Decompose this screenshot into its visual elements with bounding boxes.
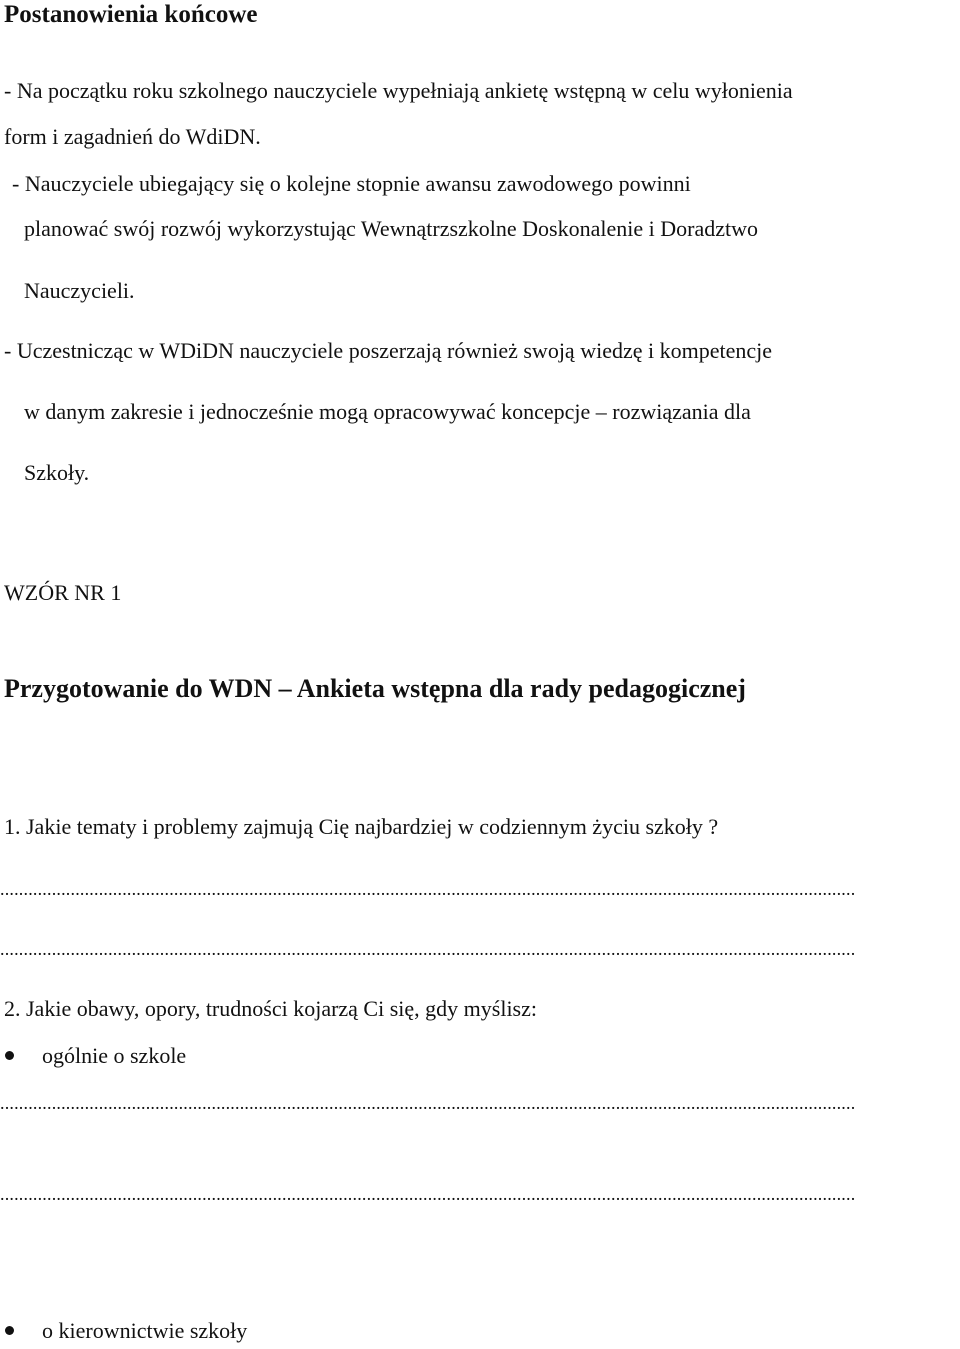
question-1: 1. Jakie tematy i problemy zajmują Cię najbardziej w codziennym życiu szkoły ? — [4, 814, 719, 839]
answer-line[interactable]: ...................................................................................................................................................................................... — [0, 940, 856, 958]
paragraph-3-line-1: - Uczestnicząc w WDiDN nauczyciele poszerzają również swoją wiedzę i kompetencje — [4, 338, 773, 363]
section-heading: Postanowienia końcowe — [4, 1, 258, 28]
paragraph-3-line-3: Szkoły. — [24, 460, 90, 485]
paragraph-1-line-1: - Na początku roku szkolnego nauczyciele wypełniają ankietę wstępną w celu wyłonienia — [4, 78, 793, 103]
answer-line[interactable]: ...................................................................................................................................................................................... — [0, 880, 856, 898]
bullet-item-school: ogólnie o szkole — [42, 1043, 187, 1068]
template-label: WZÓR NR 1 — [4, 580, 122, 605]
paragraph-1-line-2: form i zagadnień do WdiDN. — [4, 124, 261, 149]
question-2: 2. Jakie obawy, opory, trudności kojarzą Ci się, gdy myślisz: — [4, 996, 537, 1021]
answer-line[interactable]: ...................................................................................................................................................................................... — [0, 1094, 856, 1112]
bullet-icon — [5, 1326, 14, 1335]
paragraph-2-line-1: - Nauczyciele ubiegający się o kolejne stopnie awansu zawodowego powinni — [12, 171, 691, 196]
paragraph-2-line-2: planować swój rozwój wykorzystując Wewnątrzszkolne Doskonalenie i Doradztwo — [24, 216, 758, 241]
form-title: Przygotowanie do WDN – Ankieta wstępna dla rady pedagogicznej — [4, 674, 746, 703]
bullet-icon — [5, 1051, 14, 1060]
answer-line[interactable]: ...................................................................................................................................................................................... — [0, 1185, 856, 1203]
bullet-item-management: o kierownictwie szkoły — [42, 1318, 248, 1343]
paragraph-3-line-2: w danym zakresie i jednocześnie mogą opracowywać koncepcje – rozwiązania dla — [24, 399, 751, 424]
paragraph-2-line-3: Nauczycieli. — [24, 278, 135, 303]
